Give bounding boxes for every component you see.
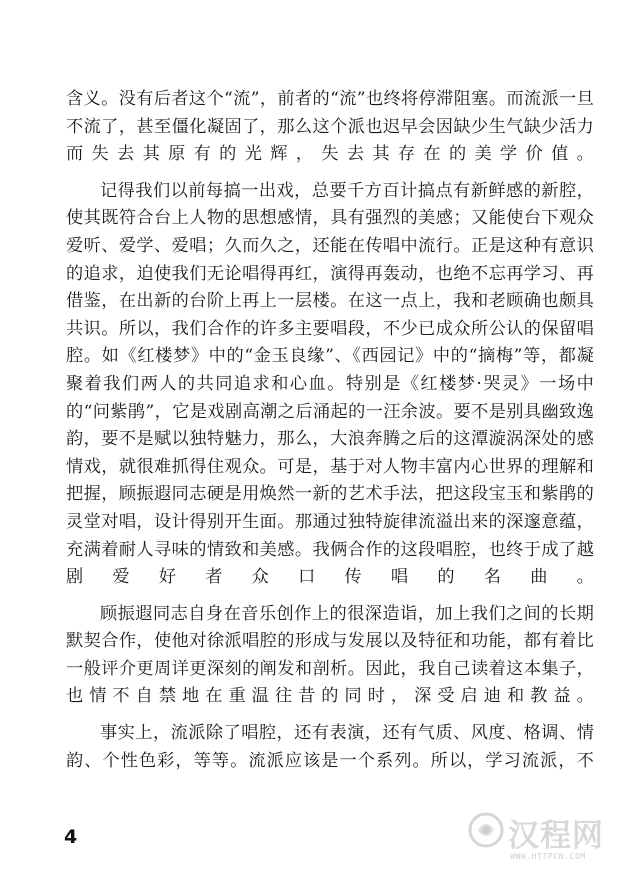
watermark-brand: 汉程网 <box>508 818 604 854</box>
paragraph-4: 事实上，流派除了唱腔，还有表演，还有气质、风度、格调、情韵、个性色彩，等等。流派应该是一个系列。所以，学习流派，不 <box>66 723 594 771</box>
paragraph-2: 记得我们以前每搞一出戏，总要千方百计搞点有新鲜感的新腔，使其既符合台上人物的思想感情，具有强烈的美感；又能使台下观众爱听、爱学、爱唱；久而久之，还能在传唱中流行。正是这种有意识的追求，迫使我们无论唱得再红，演得再轰动，也绝不忘再学习、再借鉴，在出新的台阶上再上一层楼。在这一点上，我和老顾确也颇具共识。所以，我们合作的许多主要唱段，不少已成众所公认的保留唱腔。如《红楼梦》中的“金玉良缘”、《西园记》中的“摘梅”等，都凝聚着我们两人的共同追求和心血。特别是《红楼梦·哭灵》一场中的“问紫鹃”，它是戏剧高潮之后涌起的一汪余波。要不是别具幽致逸韵，要不是赋以独特魅力，那么，大浪奔腾之后的这潭漩涡深处的感情戏，就很难抓得住观众。可是，基于对人物丰富内心世界的理解和把握，顾振遐同志硬是用焕然一新的艺术手法，把这段宝玉和紫鹃的灵堂对唱，设计得别开生面。那通过独特旋律流溢出来的深邃意蕴，充满着耐人寻味的情致和美感。我俩合作的这段唱腔，也终于成了越剧爱好者众口传唱的名曲。 <box>66 180 594 588</box>
paragraph-3: 顾振遐同志自身在音乐创作上的很深造诣，加上我们之间的长期默契合作，使他对徐派唱腔的形成与发展以及特征和功能，都有着比一般评介更周详更深刻的阐发和剖析。因此，我自己读着这本集子，也情不自禁地在重温往昔的同时，深受启迪和教益。 <box>66 603 594 707</box>
page-number: 4 <box>64 826 78 848</box>
hanchengwang-logo-icon <box>466 810 506 850</box>
page-body-text <box>66 86 594 775</box>
watermark <box>466 808 616 866</box>
paragraph-1: 含义。没有后者这个“流”，前者的“流”也终将停滞阻塞。而流派一旦不流了，甚至僵化凝固了，那么这个派也迟早会因缺少生气缺少活力而失去其原有的光辉，失去其存在的美学价值。 <box>66 89 594 165</box>
watermark-url: WWW.HTTPCN.COM <box>510 852 586 861</box>
